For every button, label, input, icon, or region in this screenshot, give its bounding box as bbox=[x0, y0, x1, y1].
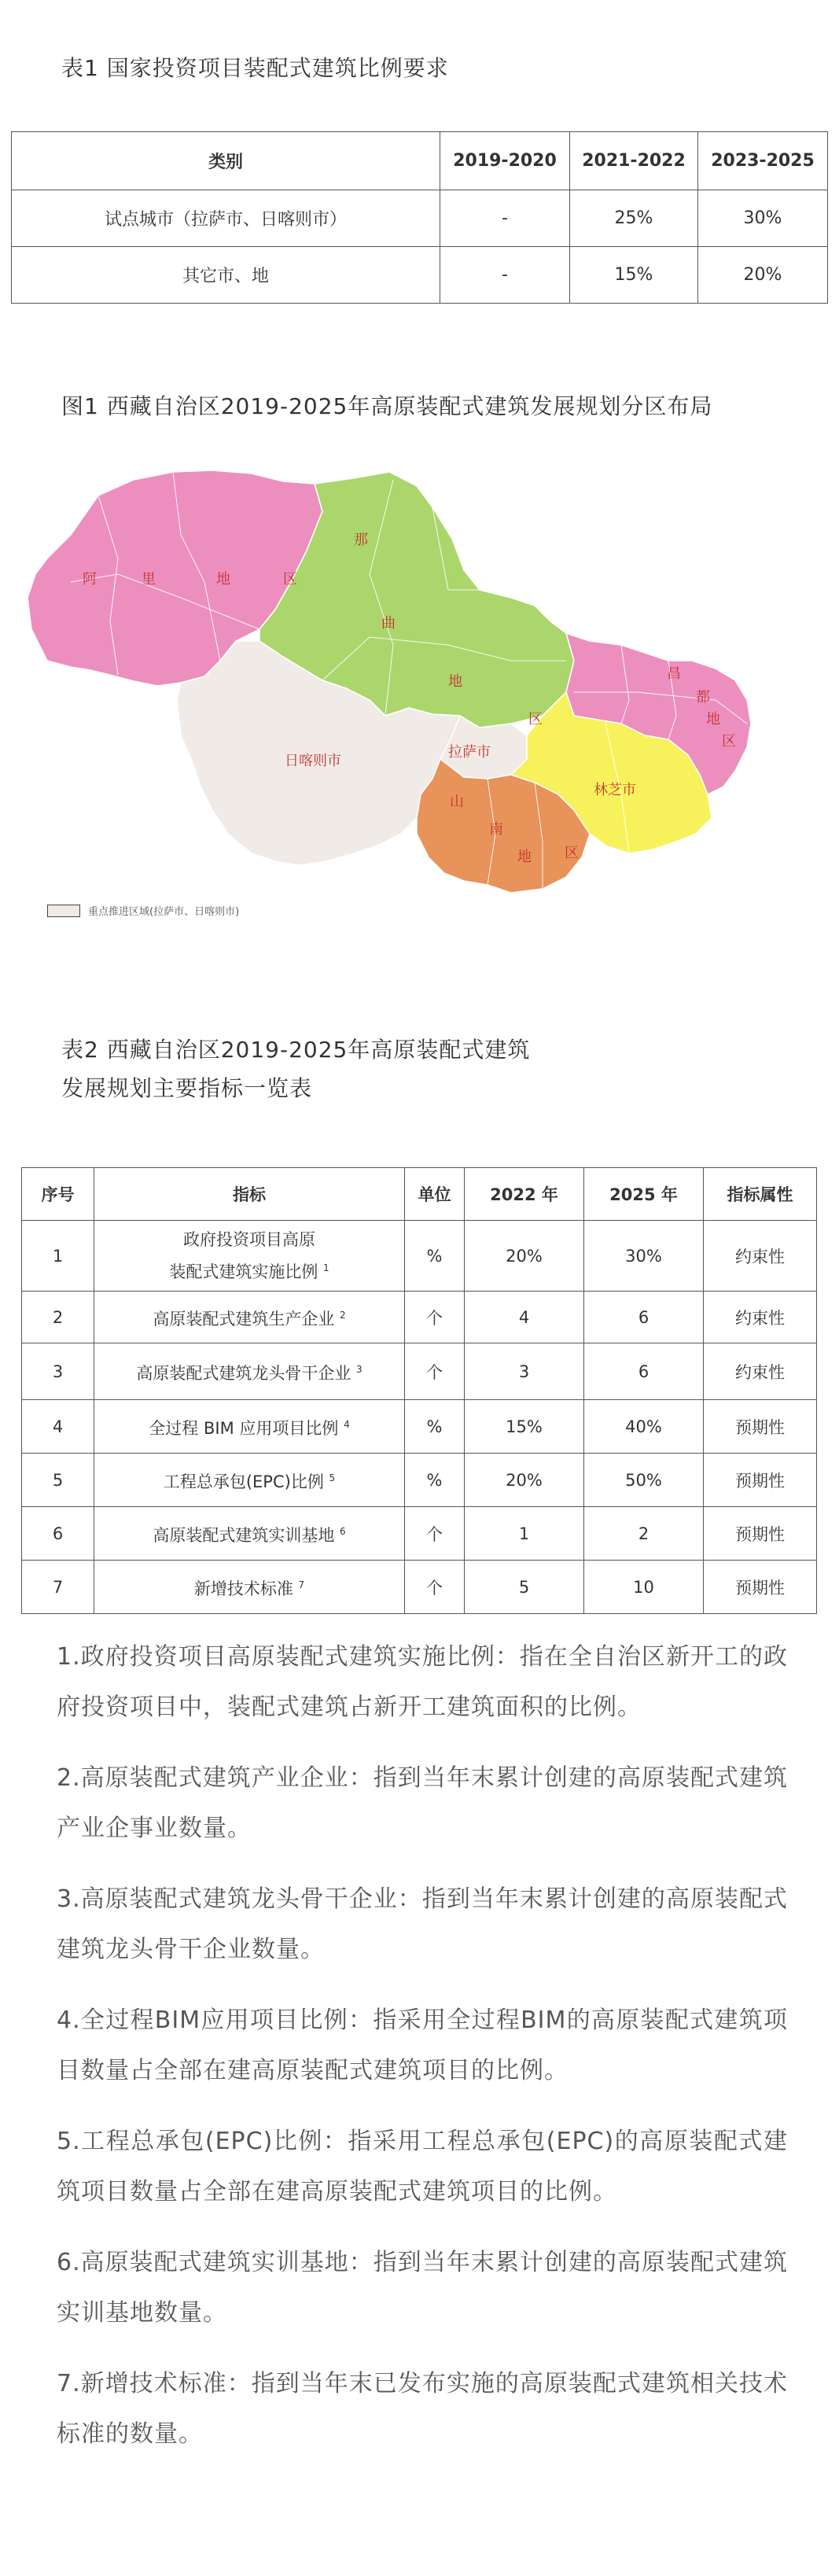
map-label-changdu-1: 昌 bbox=[667, 665, 681, 682]
table2-cell-attr: 预期性 bbox=[704, 1400, 817, 1454]
table2-cell-no: 4 bbox=[22, 1400, 94, 1454]
legend-swatch bbox=[47, 905, 80, 917]
table1-header-2021-2022: 2021-2022 bbox=[570, 132, 698, 190]
table2-cell-2022: 1 bbox=[465, 1507, 584, 1561]
map-label-naqu-4: 区 bbox=[528, 711, 543, 728]
tibet-zoning-map bbox=[24, 464, 802, 905]
table-row bbox=[22, 1454, 817, 1507]
table2-cell-2022: 20% bbox=[465, 1221, 584, 1292]
footnote-marker: 1 bbox=[323, 1262, 329, 1273]
table2-cell-attr: 预期性 bbox=[704, 1561, 817, 1614]
map-label-changdu-4: 区 bbox=[722, 733, 736, 750]
table1 bbox=[11, 131, 828, 304]
table2 bbox=[21, 1167, 817, 1614]
table-row bbox=[22, 1507, 817, 1561]
table-row bbox=[12, 247, 828, 304]
table2-cell-unit: 个 bbox=[405, 1507, 465, 1561]
indicator-name-line2: 装配式建筑实施比例 bbox=[169, 1262, 318, 1281]
footnote-marker: 6 bbox=[340, 1526, 346, 1537]
footnote-marker: 4 bbox=[344, 1419, 350, 1430]
table2-title-line2: 发展规划主要指标一览表 bbox=[61, 1075, 313, 1101]
note-item: 1.政府投资项目高原装配式建筑实施比例：指在全自治区新开工的政府投资项目中，装配式建筑占新开工建筑面积的比例。 bbox=[57, 1643, 788, 1721]
map-label-changdu-2: 都 bbox=[696, 689, 710, 706]
map-legend bbox=[47, 903, 239, 918]
notes-section bbox=[57, 1632, 788, 2480]
table2-cell-2025: 10 bbox=[584, 1561, 704, 1614]
table2-cell-no: 7 bbox=[22, 1561, 94, 1614]
table-row bbox=[22, 1343, 817, 1400]
table2-header-attr: 指标属性 bbox=[704, 1168, 817, 1221]
table2-cell-no: 6 bbox=[22, 1507, 94, 1561]
table2-cell-indicator bbox=[94, 1454, 405, 1507]
table2-cell-unit: % bbox=[405, 1221, 465, 1292]
table1-header-row bbox=[12, 132, 828, 190]
map-label-linzhi: 林芝市 bbox=[594, 782, 636, 798]
table2-cell-2022: 20% bbox=[465, 1454, 584, 1507]
map-label-ali-4: 区 bbox=[283, 571, 297, 588]
table2-cell-indicator bbox=[94, 1221, 405, 1292]
table1-cell: 30% bbox=[698, 190, 828, 247]
table2-cell-2025: 6 bbox=[584, 1292, 704, 1343]
table-row bbox=[22, 1292, 817, 1343]
table1-title: 表1 国家投资项目装配式建筑比例要求 bbox=[61, 55, 449, 81]
map-label-ali-3: 地 bbox=[216, 571, 230, 588]
table2-cell-no: 5 bbox=[22, 1454, 94, 1507]
table1-header-2023-2025: 2023-2025 bbox=[698, 132, 828, 190]
map-label-changdu-3: 地 bbox=[706, 711, 720, 728]
table2-cell-unit: % bbox=[405, 1400, 465, 1454]
indicator-name: 工程总承包(EPC)比例 bbox=[163, 1472, 324, 1491]
table1-cell: 20% bbox=[698, 247, 828, 304]
table-row bbox=[12, 190, 828, 247]
table2-cell-2025: 50% bbox=[584, 1454, 704, 1507]
table1-header-2019-2020: 2019-2020 bbox=[440, 132, 570, 190]
table2-cell-unit: 个 bbox=[405, 1292, 465, 1343]
table2-cell-no: 1 bbox=[22, 1221, 94, 1292]
table2-cell-no: 3 bbox=[22, 1343, 94, 1400]
map-label-ali-2: 里 bbox=[142, 571, 156, 588]
table2-cell-unit: 个 bbox=[405, 1561, 465, 1614]
table2-cell-attr: 约束性 bbox=[704, 1343, 817, 1400]
table2-cell-indicator bbox=[94, 1292, 405, 1343]
table2-cell-attr: 预期性 bbox=[704, 1507, 817, 1561]
table-row bbox=[22, 1221, 817, 1292]
table-row bbox=[22, 1400, 817, 1454]
table2-cell-2022: 15% bbox=[465, 1400, 584, 1454]
table2-header-indicator: 指标 bbox=[94, 1168, 405, 1221]
note-item: 6.高原装配式建筑实训基地：指到当年末累计创建的高原装配式建筑实训基地数量。 bbox=[57, 2249, 788, 2327]
table1-cell: 15% bbox=[570, 247, 698, 304]
table2-header-no: 序号 bbox=[22, 1168, 94, 1221]
table2-header-row bbox=[22, 1168, 817, 1221]
table2-cell-2022: 5 bbox=[465, 1561, 584, 1614]
table2-header-unit: 单位 bbox=[405, 1168, 465, 1221]
table2-cell-attr: 约束性 bbox=[704, 1221, 817, 1292]
table2-cell-indicator bbox=[94, 1400, 405, 1454]
map-label-shannan-1: 山 bbox=[450, 794, 464, 810]
map-label-shannan-4: 区 bbox=[565, 845, 579, 861]
map-label-naqu-3: 地 bbox=[448, 673, 462, 690]
note-item: 2.高原装配式建筑产业企业：指到当年末累计创建的高原装配式建筑产业企事业数量。 bbox=[57, 1764, 788, 1842]
footnote-marker: 2 bbox=[340, 1310, 346, 1321]
map-label-shannan-3: 地 bbox=[517, 849, 532, 865]
indicator-name: 新增技术标准 bbox=[193, 1579, 293, 1598]
table2-cell-unit: 个 bbox=[405, 1343, 465, 1400]
table2-cell-2022: 3 bbox=[465, 1343, 584, 1400]
map-label-shannan-2: 南 bbox=[489, 821, 503, 838]
table2-cell-2025: 30% bbox=[584, 1221, 704, 1292]
map-label-rikaze: 日喀则市 bbox=[285, 753, 341, 769]
footnote-marker: 5 bbox=[329, 1472, 336, 1483]
table2-cell-indicator bbox=[94, 1343, 405, 1400]
table2-body bbox=[22, 1221, 817, 1614]
table2-cell-2025: 2 bbox=[584, 1507, 704, 1561]
table2-cell-no: 2 bbox=[22, 1292, 94, 1343]
indicator-name: 高原装配式建筑实训基地 bbox=[153, 1526, 335, 1545]
note-item: 4.全过程BIM应用项目比例：指采用全过程BIM的高原装配式建筑项目数量占全部在建高原装配式建筑项目的比例。 bbox=[57, 2007, 788, 2084]
table1-cell: 25% bbox=[570, 190, 698, 247]
map-label-ali-1: 阿 bbox=[83, 571, 97, 588]
table2-title bbox=[61, 1030, 530, 1107]
table1-cell: 试点城市（拉萨市、日喀则市） bbox=[12, 190, 440, 247]
note-item: 5.工程总承包(EPC)比例：指采用工程总承包(EPC)的高原装配式建筑项目数量占全部在建高原装配式建筑项目的比例。 bbox=[57, 2128, 788, 2206]
note-item: 7.新增技术标准：指到当年末已发布实施的高原装配式建筑相关技术标准的数量。 bbox=[57, 2370, 788, 2448]
indicator-name: 高原装配式建筑龙头骨干企业 bbox=[136, 1364, 351, 1383]
map-label-naqu-1: 那 bbox=[354, 532, 368, 548]
table2-cell-indicator bbox=[94, 1507, 405, 1561]
table2-cell-attr: 约束性 bbox=[704, 1292, 817, 1343]
table2-cell-2025: 6 bbox=[584, 1343, 704, 1400]
map-label-lasa: 拉萨市 bbox=[448, 744, 491, 761]
legend-text: 重点推进区域(拉萨市、日喀则市) bbox=[88, 906, 240, 918]
table1-header-category: 类别 bbox=[12, 132, 440, 190]
footnote-marker: 7 bbox=[298, 1579, 305, 1590]
map-label-naqu-2: 曲 bbox=[381, 615, 396, 632]
indicator-name: 高原装配式建筑生产企业 bbox=[153, 1310, 335, 1329]
table1-cell: - bbox=[440, 190, 570, 247]
table2-title-line1: 表2 西藏自治区2019-2025年高原装配式建筑 bbox=[61, 1037, 531, 1063]
table1-cell: 其它市、地 bbox=[12, 247, 440, 304]
table2-header-2025: 2025 年 bbox=[584, 1168, 704, 1221]
footnote-marker: 3 bbox=[356, 1364, 362, 1375]
indicator-name: 全过程 BIM 应用项目比例 bbox=[149, 1419, 339, 1438]
table2-header-2022: 2022 年 bbox=[465, 1168, 584, 1221]
table2-cell-unit: % bbox=[405, 1454, 465, 1507]
table-row bbox=[22, 1561, 817, 1614]
table2-cell-2022: 4 bbox=[465, 1292, 584, 1343]
note-item: 3.高原装配式建筑龙头骨干企业：指到当年末累计创建的高原装配式建筑龙头骨干企业数量。 bbox=[57, 1885, 788, 1963]
table2-cell-indicator bbox=[94, 1561, 405, 1614]
table2-cell-2025: 40% bbox=[584, 1400, 704, 1454]
indicator-name: 政府投资项目高原 bbox=[183, 1230, 315, 1249]
table1-cell: - bbox=[440, 247, 570, 304]
table2-cell-attr: 预期性 bbox=[704, 1454, 817, 1507]
figure1-title: 图1 西藏自治区2019-2025年高原装配式建筑发展规划分区布局 bbox=[61, 393, 713, 419]
